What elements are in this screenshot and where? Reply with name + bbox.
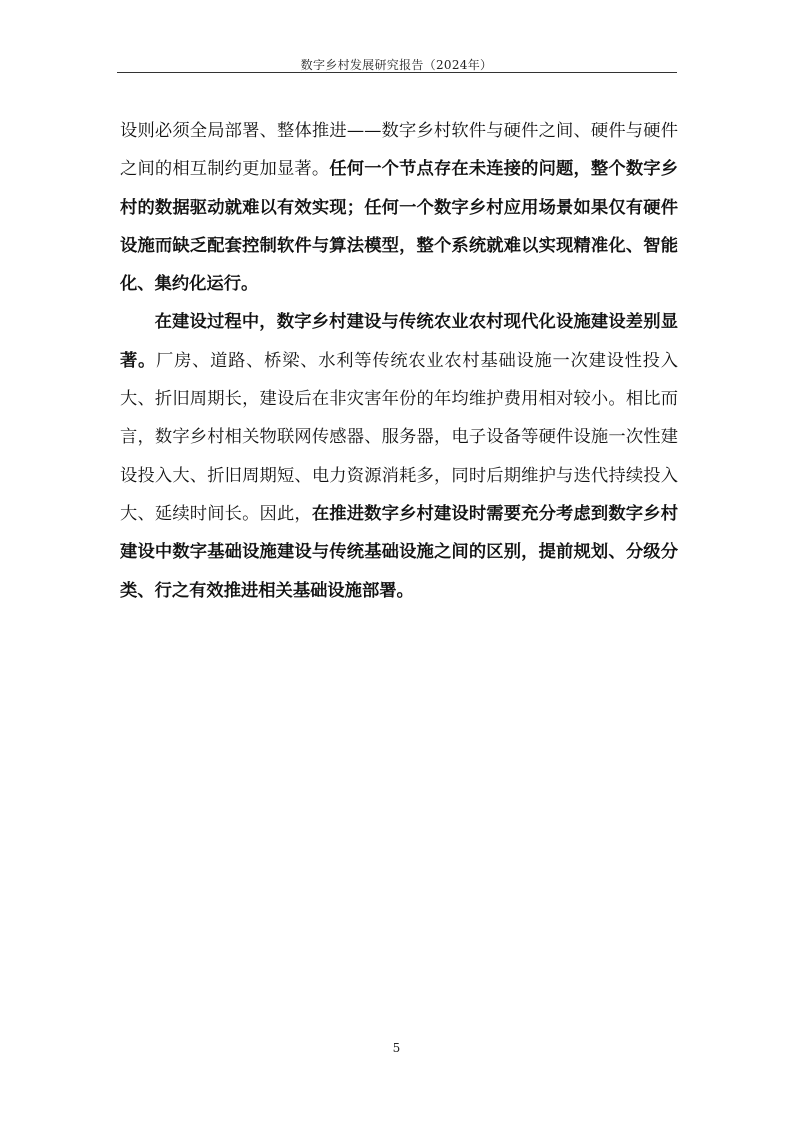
paragraph-2-bold-tail: 在推进数字乡村建设时需要充分考虑到数字乡村建设中数字基础设施建设与传统基础设施之间的区别，提前规划、分级分类、行之有效推进相关基础设施部署。 [120,503,678,601]
paragraph-2-bold-lead: 在建设过程中，数字乡村建设与传统农业农村现代化设施建设差别显著。 [120,312,678,371]
running-header: 数字乡村发展研究报告（2024年） [300,58,493,72]
paragraph-1-normal-text: 设则必须全局部署、整体推进——数字乡村软件与硬件之间、硬件与硬件之间的相互制约更加显著。 [120,121,678,180]
page-number: 5 [392,1041,401,1055]
paragraph-1 [120,112,678,303]
body-text [120,112,678,610]
header-divider [117,72,677,73]
paragraph-2-normal-text: 厂房、道路、桥梁、水利等传统农业农村基础设施一次建设性投入大、折旧周期长，建设后在非灾害年份的年均维护费用相对较小。相比而言，数字乡村相关物联网传感器、服务器，电子设备等硬件设施一次性建设投入大、折旧周期短、电力资源消耗多，同时后期维护与迭代持续投入大、延续时间长。因此， [120,350,678,524]
paragraph-2 [120,303,678,609]
paragraph-1-bold-text: 任何一个节点存在未连接的问题，整个数字乡村的数据驱动就难以有效实现；任何一个数字乡村应用场景如果仅有硬件设施而缺乏配套控制软件与算法模型，整个系统就难以实现精准化、智能化、集约化运行。 [120,159,678,295]
